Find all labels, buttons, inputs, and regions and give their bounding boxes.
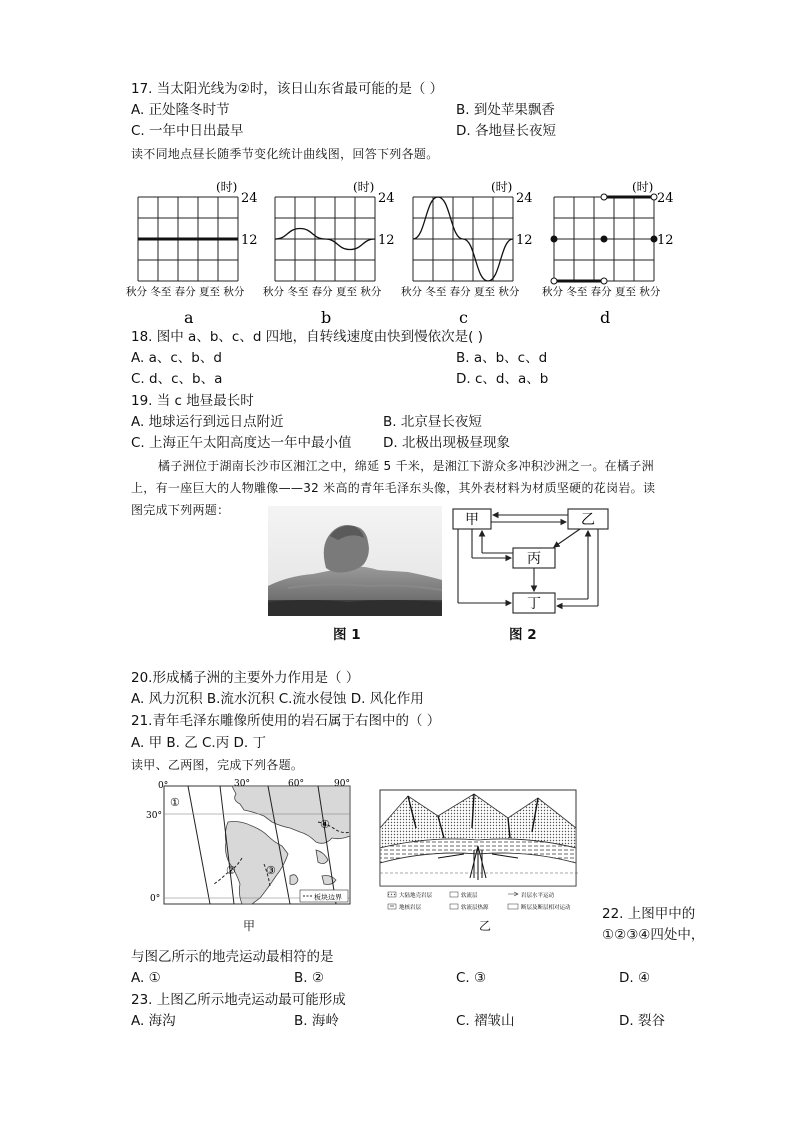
q22-option-a: A. ① bbox=[131, 970, 161, 986]
q20-stem: 20.形成橘子洲的主要外力作用是（ ） bbox=[131, 670, 360, 686]
unit-label: (时) bbox=[353, 180, 375, 194]
node-jia: 甲 bbox=[465, 512, 479, 528]
legend-asthenosphere: 软流层 bbox=[461, 893, 478, 899]
legend-fault: 断层及断层相对运动 bbox=[521, 905, 571, 911]
x-tick-labels: 秋分 冬至 春分 夏至 秋分 bbox=[263, 286, 382, 298]
marker-4: ④ bbox=[320, 818, 330, 831]
lon-label-0: 0° bbox=[158, 781, 169, 791]
q17-option-b: B. 到处苹果飘香 bbox=[456, 102, 555, 118]
q17-option-a: A. 正处隆冬时节 bbox=[131, 102, 230, 118]
q18-option-c: C. d、c、b、a bbox=[131, 371, 223, 387]
q18-option-a: A. a、c、b、d bbox=[131, 350, 222, 366]
q17-option-c: C. 一年中日出最早 bbox=[131, 123, 244, 139]
legend-mantle-rock: 地核岩层 bbox=[399, 905, 422, 911]
legend-horizontal-movement: 岩层水平运动 bbox=[521, 893, 555, 899]
diagram-yi-caption: 乙 bbox=[479, 919, 492, 933]
q22-option-b: B. ② bbox=[294, 970, 324, 986]
q21-stem: 21.青年毛泽东雕像所使用的岩石属于右图中的（ ） bbox=[131, 713, 441, 729]
diagram-yi bbox=[378, 788, 578, 916]
marker-1: ① bbox=[170, 796, 180, 809]
maps-intro: 读甲、乙两图，完成下列各题。 bbox=[131, 758, 304, 772]
data-point bbox=[551, 278, 557, 284]
chart-caption: d bbox=[600, 308, 611, 327]
marker-2: ② bbox=[226, 864, 236, 877]
lon-label-60: 60° bbox=[288, 779, 304, 789]
unit-label: (时) bbox=[491, 180, 513, 194]
q19-stem: 19. 当 c 地昼最长时 bbox=[131, 393, 254, 409]
x-tick-labels: 秋分 冬至 春分 夏至 秋分 bbox=[401, 286, 520, 298]
unit-label: (时) bbox=[216, 180, 238, 194]
legend-heat-source: 软流层热源 bbox=[461, 905, 489, 911]
lon-label-30: 30° bbox=[234, 779, 250, 789]
figure-1-caption: 图 1 bbox=[333, 627, 361, 643]
q19-option-b: B. 北京昼长夜短 bbox=[383, 414, 482, 430]
y-tick-12: 12 bbox=[378, 233, 395, 248]
x-tick-labels: 秋分 冬至 春分 夏至 秋分 bbox=[542, 286, 661, 298]
data-point bbox=[601, 278, 607, 284]
q18-stem: 18. 图中 a、b、c、d 四地，自转线速度由快到慢依次是( ) bbox=[131, 329, 484, 345]
node-ding: 丁 bbox=[527, 596, 541, 612]
statue-photo bbox=[268, 506, 442, 616]
lat-label-0: 0° bbox=[150, 894, 161, 904]
chart-d bbox=[538, 179, 688, 327]
marker-3: ③ bbox=[266, 864, 276, 877]
charts-intro: 读不同地点昼长随季节变化统计曲线图，回答下列各题。 bbox=[131, 147, 439, 161]
passage-line-1: 橘子洲位于湖南长沙市区湘江之中，绵延 5 千米，是湘江下游众多冲积沙洲之一。在橘子洲 bbox=[158, 459, 654, 473]
q21-options: A. 甲 B. 乙 C.丙 D. 丁 bbox=[131, 735, 266, 751]
q20-options: A. 风力沉积 B.流水沉积 C.流水侵蚀 D. 风化作用 bbox=[131, 691, 424, 707]
figure-2-caption: 图 2 bbox=[509, 627, 537, 643]
data-point bbox=[601, 194, 607, 200]
q22-stem-part2: ①②③④四处中， bbox=[602, 927, 705, 943]
y-tick-12: 12 bbox=[241, 233, 258, 248]
chart-caption: a bbox=[184, 308, 194, 327]
q22-option-c: C. ③ bbox=[456, 970, 487, 986]
y-tick-24: 24 bbox=[241, 191, 258, 206]
q23-option-c: C. 褶皱山 bbox=[456, 1013, 515, 1029]
data-point bbox=[551, 236, 557, 242]
q17-stem: 17. 当太阳光线为②时，该日山东省最可能的是（ ） bbox=[131, 81, 444, 97]
y-tick-12: 12 bbox=[516, 233, 533, 248]
rock-cycle-diagram bbox=[450, 506, 615, 616]
data-point bbox=[601, 236, 607, 242]
x-tick-labels: 秋分 冬至 春分 夏至 秋分 bbox=[126, 286, 245, 298]
q18-option-b: B. a、b、c、d bbox=[456, 350, 548, 366]
map-legend-plate-boundary: 板块边界 bbox=[314, 893, 342, 902]
q19-option-d: D. 北极出现极昼现象 bbox=[383, 435, 510, 451]
map-jia bbox=[140, 776, 360, 916]
q23-option-b: B. 海岭 bbox=[294, 1013, 339, 1029]
q23-option-d: D. 裂谷 bbox=[619, 1013, 665, 1029]
lon-label-90: 90° bbox=[334, 779, 350, 789]
q18-option-d: D. c、d、a、b bbox=[456, 371, 549, 387]
q22-stem-part1: 22. 上图甲中的 bbox=[602, 906, 696, 922]
node-yi: 乙 bbox=[581, 512, 595, 528]
y-tick-24: 24 bbox=[657, 191, 674, 206]
chart-a bbox=[122, 179, 272, 327]
q23-stem: 23. 上图乙所示地壳运动最可能形成 bbox=[131, 992, 346, 1008]
passage-line-2: 上，有一座巨大的人物雕像——32 米高的青年毛泽东头像，其外表材料为材质坚硬的花岗岩。读 bbox=[131, 481, 656, 495]
chart-caption: b bbox=[321, 308, 332, 327]
y-tick-24: 24 bbox=[516, 191, 533, 206]
node-bing: 丙 bbox=[527, 551, 541, 567]
legend-continental-crust: 大陆地壳岩层 bbox=[399, 893, 433, 899]
q19-option-c: C. 上海正午太阳高度达一年中最小值 bbox=[131, 435, 352, 451]
unit-label: (时) bbox=[632, 180, 654, 194]
q19-option-a: A. 地球运行到远日点附近 bbox=[131, 414, 284, 430]
q17-option-d: D. 各地昼长夜短 bbox=[456, 123, 556, 139]
y-tick-24: 24 bbox=[378, 191, 395, 206]
y-tick-12: 12 bbox=[657, 233, 674, 248]
q22-option-d: D. ④ bbox=[619, 970, 651, 986]
chart-c bbox=[397, 179, 547, 327]
lat-label-30: 30° bbox=[146, 811, 162, 821]
q22-stem-part3: 与图乙所示的地壳运动最相符的是 bbox=[131, 949, 334, 965]
passage-line-3: 图完成下列两题： bbox=[131, 503, 230, 517]
chart-b bbox=[259, 179, 409, 327]
q23-option-a: A. 海沟 bbox=[131, 1013, 176, 1029]
map-jia-caption: 甲 bbox=[243, 919, 256, 933]
chart-caption: c bbox=[459, 308, 468, 327]
